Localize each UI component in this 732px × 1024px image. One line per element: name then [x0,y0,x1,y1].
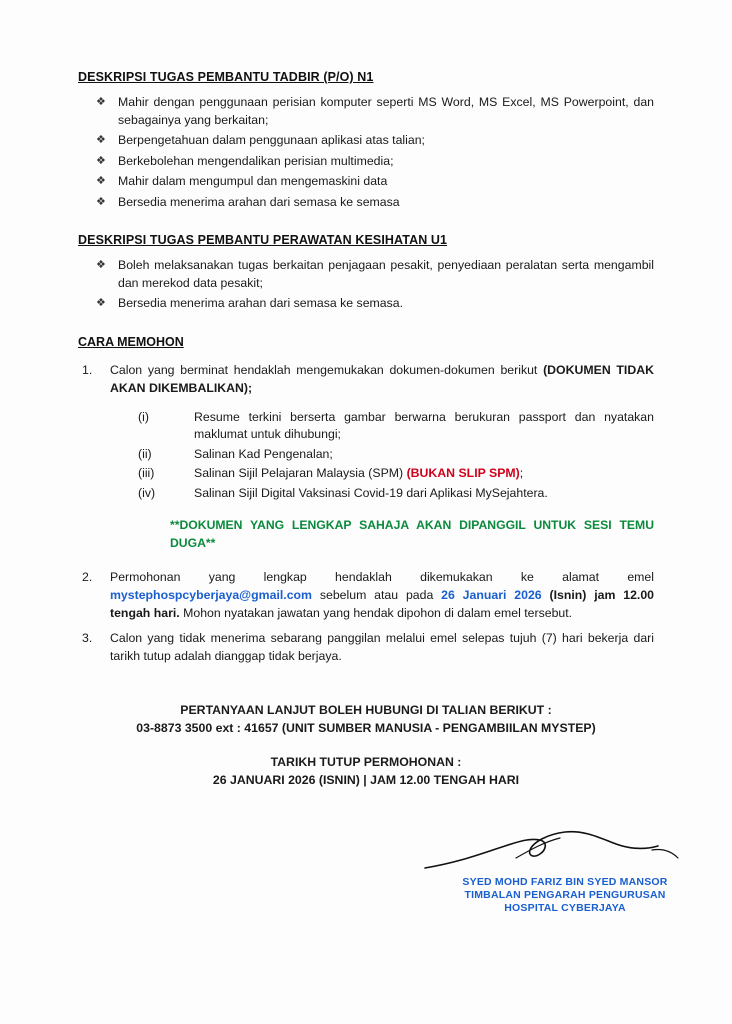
roman-item [138,485,654,503]
item-number: 1. [82,362,93,377]
diamond-bullet-icon: ❖ [96,259,106,271]
item-text: Mohon nyatakan jawatan yang hendak dipohon di dalam emel tersebut. [179,606,573,620]
contact-phone: 03-8873 3500 ext : 41657 (UNIT SUMBER MANUSIA - PENGAMBIILAN MYSTEP) [136,721,596,735]
roman-text: Salinan Sijil Digital Vaksinasi Covid-19 dari Aplikasi MySejahtera. [194,485,548,500]
numbered-item-2 [78,568,654,622]
list-item [96,153,654,171]
roman-number: (i) [138,409,149,424]
roman-number: (ii) [138,446,152,461]
numbered-item-1 [78,361,654,553]
contact-heading: PERTANYAAN LANJUT BOLEH HUBUNGI DI TALIAN BERIKUT : [180,703,552,717]
diamond-bullet-icon: ❖ [96,154,106,167]
list-pembantu-tadbir [78,94,654,211]
email-link[interactable]: mystephospcyberjaya@gmail.com [110,588,312,602]
section-title-cara-memohon: CARA MEMOHON [78,334,184,349]
roman-text: Salinan Kad Pengenalan; [194,446,333,461]
roman-item [138,409,654,444]
diamond-bullet-icon: ❖ [96,175,106,187]
item-text: Calon yang berminat hendaklah mengemukakan dokumen-dokumen berikut [110,362,544,377]
list-item-text: Bersedia menerima arahan dari semasa ke semasa [118,194,400,209]
item-number: 2. [82,570,93,584]
list-item-text: Berpengetahuan dalam penggunaan aplikasi atas talian; [118,133,425,147]
diamond-bullet-icon: ❖ [96,134,106,146]
list-cara-memohon [78,361,654,666]
list-item [96,257,654,292]
item-text-bold: (DOKUMEN TIDAK AKAN DIKEMBALIKAN); [110,362,654,395]
diamond-bullet-icon: ❖ [96,297,106,309]
list-item [96,173,654,191]
diamond-bullet-icon: ❖ [96,96,106,108]
list-item [96,132,654,150]
list-item [96,94,654,129]
deadline-heading: TARIKH TUTUP PERMOHONAN : [270,755,462,769]
roman-number: (iii) [138,466,155,480]
spacer [78,737,654,753]
list-item-text: Bersedia menerima arahan dari semasa ke semasa. [118,296,404,310]
list-item-text: Mahir dengan penggunaan perisian komputer seperti MS Word, MS Excel, MS Powerpoint, dan sebagainya yang berkaitan; [118,95,654,127]
section-title-pembantu-perawatan: DESKRIPSI TUGAS PEMBANTU PERAWATAN KESIHATAN U1 [78,233,448,247]
signature-block [430,828,700,915]
list-item-text: Boleh melaksanakan tugas berkaitan penjagaan pesakit, penyediaan peralatan serta mengambil dan merekod data pesakit; [118,258,654,290]
numbered-item-3 [78,629,654,665]
item-text: Permohonan yang lengkap hendaklah dikemukakan ke alamat emel [110,570,654,584]
section-title-pembantu-tadbir: DESKRIPSI TUGAS PEMBANTU TADBIR (P/O) N1 [78,70,374,84]
item-number: 3. [82,631,93,645]
signatory-organisation: HOSPITAL CYBERJAYA [504,902,626,914]
roman-item [138,446,654,464]
handwritten-signature-icon [420,828,690,876]
closing-date: 26 Januari 2026 [441,588,542,602]
roman-text: Salinan Sijil Pelajaran Malaysia (SPM) [194,466,407,480]
closing-time: (Isnin) jam 12.00 tengah hari. [110,588,655,620]
item-text: sebelum atau pada [312,588,442,602]
roman-text: Resume terkini berserta gambar berwarna berukuran passport dan nyatakan maklumat untuk dihubungi; [194,409,654,441]
roman-item [138,465,654,483]
list-item-text: Berkebolehan mengendalikan perisian multimedia; [118,153,394,168]
note-dokumen-lengkap: **DOKUMEN YANG LENGKAP SAHAJA AKAN DIPANGGIL UNTUK SESI TEMU DUGA** [170,518,654,550]
item-text: Calon yang tidak menerima sebarang panggilan melalui emel selepas tujuh (7) hari bekerja dari tarikh tutup adalah dianggap tidak berjaya. [110,631,654,663]
list-pembantu-perawatan [78,257,654,313]
list-item-text: Mahir dalam mengumpul dan mengemaskini data [118,174,388,188]
signatory-position: TIMBALAN PENGARAH PENGURUSAN [464,889,666,901]
diamond-bullet-icon: ❖ [96,195,106,208]
list-item [96,194,654,212]
deadline-value: 26 JANUARI 2026 (ISNIN) | JAM 12.00 TENGAH HARI [212,773,520,787]
roman-text-warning: (BUKAN SLIP SPM) [406,466,520,480]
signatory-name: SYED MOHD FARIZ BIN SYED MANSOR [462,876,668,888]
contact-footer [78,701,654,789]
list-item [96,295,654,313]
list-dokumen [110,409,654,503]
roman-text-end: ; [519,466,524,480]
roman-number: (iv) [138,485,156,500]
